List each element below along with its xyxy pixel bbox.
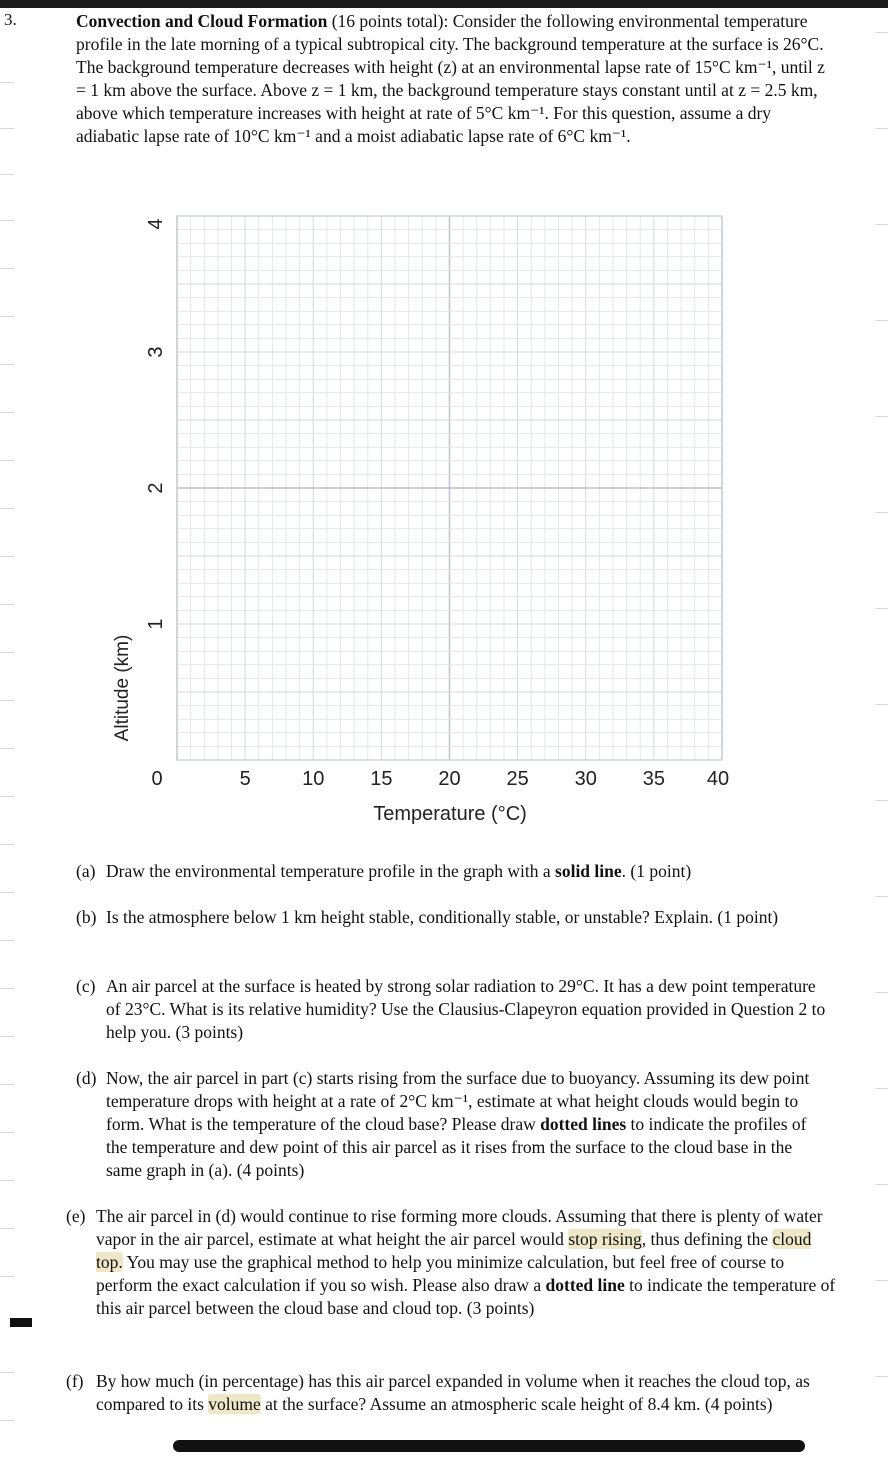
- part-e-label: (e): [66, 1206, 86, 1226]
- part-d-text-end: to indicate the profiles of the temperature and dew point of this air parcel as it rises from the surface to the cloud base in the same graph in (a). (4 points): [106, 1114, 807, 1180]
- part-e-text: The air parcel in (d) would continue to rise forming more clouds. Assuming that there is plenty of water vapor in the air parcel, estimate at what height the air parcel would: [96, 1206, 823, 1249]
- y-tick-label: 2: [145, 482, 167, 494]
- part-f-text: By how much (in percentage) has this air parcel expanded in volume when it reaches the cloud top, as compared to its: [96, 1371, 810, 1414]
- part-d-text: Now, the air parcel in part (c) starts rising from the surface due to buoyancy. Assuming its dew point temperature drops with height at a rate of 2°C km⁻¹, estimate at what height clouds would begin to form. What is the temperature of the cloud base? Please draw: [106, 1068, 810, 1134]
- y-tick-label: 4: [145, 218, 167, 230]
- x-tick-label: 0: [151, 768, 163, 790]
- part-e-text-end: to indicate the temperature of this air parcel between the cloud base and cloud top. (3 points): [96, 1275, 836, 1318]
- home-indicator-bar: [173, 1440, 805, 1452]
- part-c: [76, 975, 826, 1044]
- x-tick-label: 25: [506, 768, 529, 790]
- question-body: : Consider the following environmental temperature profile in the late morning of a typical subtropical city. The background temperature at the surface is 26°C. The background temperature decreases with height (z) at an environmental lapse rate of 15°C km⁻¹, until z = 1 km above the surface. Above z = 1 km, the background temperature stays constant until at z = 2.5 km, above which temperature increases with height at rate of 5°C km⁻¹. For this question, assume a dry adiabatic lapse rate of 10°C km⁻¹ and a moist adiabatic lapse rate of 6°C km⁻¹.: [76, 11, 825, 146]
- y-tick-label: 1: [145, 618, 167, 630]
- part-d: [76, 1067, 826, 1182]
- part-f: [66, 1370, 838, 1416]
- x-tick-label: 35: [642, 768, 665, 790]
- part-a: [76, 860, 846, 883]
- x-tick-label: 10: [302, 768, 325, 790]
- part-a-text: Draw the environmental temperature profile in the graph with a: [106, 861, 556, 881]
- question-intro: [76, 10, 836, 148]
- part-e-text-mid2: You may use the graphical method to help you minimize calculation, but feel free of course to perform the exact calculation if you so wish. Please also draw a: [96, 1252, 785, 1295]
- part-e-highlight-stop-rising: stop rising: [568, 1229, 642, 1249]
- y-tick-label: 3: [145, 346, 167, 358]
- part-f-label: (f): [66, 1371, 84, 1391]
- part-b-label: (b): [76, 907, 97, 927]
- page-side-marker: [10, 1318, 32, 1327]
- x-tick-label: 40: [706, 768, 730, 790]
- part-a-text-end: . (1 point): [621, 861, 692, 881]
- part-a-label: (a): [76, 861, 96, 881]
- part-c-label: (c): [76, 976, 96, 996]
- temperature-altitude-graph: [0, 200, 888, 840]
- x-tick-label: 20: [438, 768, 461, 790]
- part-d-bold: dotted lines: [540, 1114, 627, 1134]
- question-number: 3.: [4, 10, 17, 29]
- part-c-text: An air parcel at the surface is heated by strong solar radiation to 29°C. It has a dew point temperature of 23°C. What is its relative humidity? Use the Clausius-Clapeyron equation provided in Question 2 to help you. (3 points): [106, 976, 826, 1042]
- question-title: Convection and Cloud Formation: [76, 11, 328, 31]
- x-axis-label: Temperature (°C): [373, 803, 527, 825]
- part-e-highlight-cloud-top: cloud top.: [96, 1229, 812, 1272]
- part-a-bold: solid line: [555, 861, 622, 881]
- graph-grid: [177, 216, 722, 760]
- part-b: [76, 906, 824, 929]
- y-axis-label: Altitude (km): [112, 634, 133, 742]
- x-tick-label: 15: [370, 768, 393, 790]
- part-b-text: Is the atmosphere below 1 km height stable, conditionally stable, or unstable? Explain. (1 point): [106, 907, 779, 927]
- question-points: (16 points total): [331, 11, 444, 31]
- part-e: [66, 1205, 838, 1320]
- graph-tick-labels: [145, 218, 729, 790]
- x-tick-label: 5: [239, 768, 251, 790]
- part-d-label: (d): [76, 1068, 97, 1088]
- part-e-text-mid: , thus defining the: [641, 1229, 773, 1249]
- part-e-bold: dotted line: [545, 1275, 625, 1295]
- part-f-text-end: at the surface? Assume an atmospheric scale height of 8.4 km. (4 points): [260, 1394, 773, 1414]
- part-f-highlight-volume: volume: [208, 1394, 261, 1414]
- x-tick-label: 30: [574, 768, 597, 790]
- top-status-bar: [0, 0, 888, 8]
